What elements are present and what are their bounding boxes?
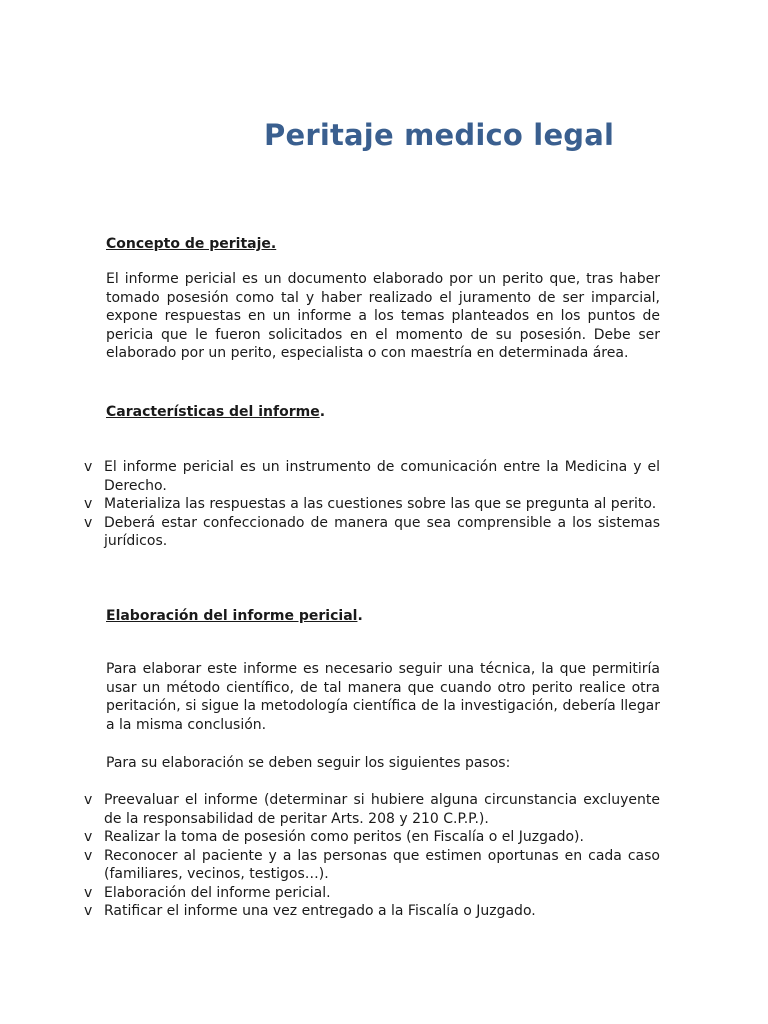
heading-concepto: Concepto de peritaje xyxy=(106,236,271,252)
heading-elaboracion: Elaboración del informe pericial xyxy=(106,608,358,624)
bullet-mark-icon: v xyxy=(84,884,93,901)
bullet-mark-icon: v xyxy=(84,459,93,475)
heading-caracteristicas-suffix: . xyxy=(319,404,326,420)
list-item: v Ratificar el informe una vez entregado a la Fiscalía o Juzgado. xyxy=(84,903,536,919)
section-concepto-heading xyxy=(106,233,660,252)
list-item: v El informe pericial es un instrumento de comunicación entre la Medicina y el Derecho. xyxy=(84,459,660,494)
paragraph-elaboracion-1: Para elaborar este informe es necesario seguir una técnica, la que permitiría usar un método científico, de tal manera que cuando otro perito realice otra peritación, si sigue la metodología científica de la investigación, debería llegar a la misma conclusión. xyxy=(106,661,660,733)
list-pasos xyxy=(84,791,660,921)
list-item: v Materializa las respuestas a las cuestiones sobre las que se pregunta al perito. xyxy=(84,496,657,512)
section-elaboracion-intro xyxy=(106,754,660,773)
bullet-mark-icon: v xyxy=(84,792,93,808)
section-caracteristicas-heading xyxy=(106,401,660,420)
section-elaboracion-body xyxy=(106,660,660,734)
page-title: Peritaje medico legal xyxy=(264,118,615,152)
heading-elaboracion-suffix: . xyxy=(357,608,363,624)
list-item: v Reconocer al paciente y a las personas que estimen oportunas en cada caso (familiares, vecinos, testigos…). xyxy=(84,847,660,882)
list-item: v Deberá estar confeccionado de manera que sea comprensible a los sistemas jurídicos. xyxy=(84,514,660,549)
list-item: v Realizar la toma de posesión como peritos (en Fiscalía o el Juzgado). xyxy=(84,829,584,845)
bullet-mark-icon: v xyxy=(84,903,93,919)
heading-concepto-suffix: . xyxy=(270,236,277,252)
list-item: v Elaboración del informe pericial. xyxy=(84,884,331,901)
bullet-mark-icon: v xyxy=(84,496,93,512)
bullet-mark-icon: v xyxy=(84,847,93,864)
bullet-mark-icon: v xyxy=(84,514,93,531)
section-concepto-body xyxy=(106,270,660,363)
paragraph-concepto: El informe pericial es un documento elaborado por un perito que, tras haber tomado posesión como tal y haber realizado el juramento de ser imparcial, expone respuestas en un informe a los temas planteados en los puntos de pericia que le fueron solicitados en el momento de su posesión. Debe ser elaborado por un perito, especialista o con maestría en determinada área. xyxy=(106,271,660,361)
heading-caracteristicas: Características del informe xyxy=(106,404,320,420)
section-elaboracion-heading xyxy=(106,605,660,624)
paragraph-elaboracion-2: Para su elaboración se deben seguir los siguientes pasos: xyxy=(106,755,511,771)
list-caracteristicas xyxy=(84,458,660,551)
bullet-mark-icon: v xyxy=(84,829,93,845)
list-item: v Preevaluar el informe (determinar si hubiere alguna circunstancia excluyente de la responsabilidad de peritar Arts. 208 y 210 C.P.P.). xyxy=(84,792,660,827)
